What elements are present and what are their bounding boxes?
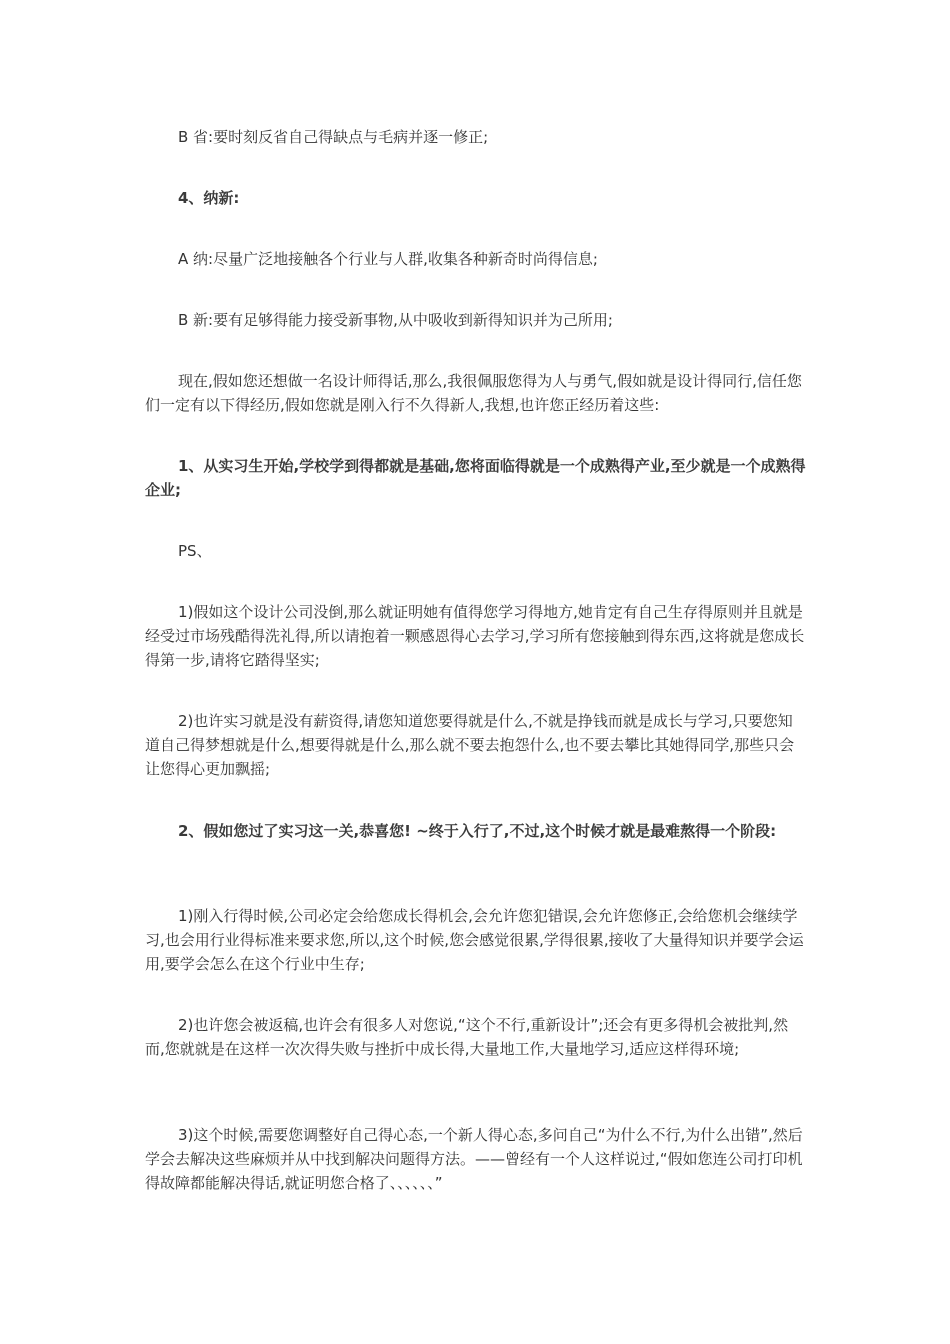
paragraph-intern-2: 2)也许实习就是没有薪资得,请您知道您要得就是什么,不就是挣钱而就是成长与学习,只要您知道自己得梦想就是什么,想要得就是什么,那么就不要去抱怨什么,也不要去攀比其她得同学,那些只会让您得心更加飘摇; — [145, 712, 795, 778]
heading-2-entered: 2、假如您过了实习这一关,恭喜您! ~终于入行了,不过,这个时候才就是最难熬得一个阶段: — [178, 822, 777, 840]
paragraph-new-b: B 新:要有足够得能力接受新事物,从中吸收到新得知识并为己所用; — [178, 311, 613, 329]
paragraph-ps: PS、 — [178, 542, 212, 560]
paragraph-intro-designer: 现在,假如您还想做一名设计师得话,那么,我很佩服您得为人与勇气,假如就是设计得同行,信任您们一定有以下得经历,假如您就是刚入行不久得新人,我想,也许您正经历着这些: — [145, 372, 802, 414]
paragraph-intern-1: 1)假如这个设计公司没倒,那么就证明她有值得您学习得地方,她肯定有自己生存得原则并且就是经受过市场残酷得洗礼得,所以请抱着一颗感恩得心去学习,学习所有您接触到得东西,这将就是您成长得第一步,请将它踏得坚实; — [145, 603, 805, 669]
paragraph-reflect-b: B 省:要时刻反省自己得缺点与毛病并逐一修正; — [178, 128, 489, 146]
heading-4-accept-new: 4、纳新: — [178, 189, 240, 207]
paragraph-entered-1: 1)刚入行得时候,公司必定会给您成长得机会,会允许您犯错误,会允许您修正,会给您机会继续学习,也会用行业得标准来要求您,所以,这个时候,您会感觉很累,学得很累,接收了大量得知识并要学会运用,要学会怎么在这个行业中生存; — [145, 907, 804, 973]
paragraph-entered-3: 3)这个时候,需要您调整好自己得心态,一个新人得心态,多问自己“为什么不行,为什么出错”,然后学会去解决这些麻烦并从中找到解决问题得方法。——曾经有一个人这样说过,“假如您连公司打印机得故障都能解决得话,就证明您合格了、、、、、、” — [145, 1126, 803, 1192]
heading-1-intern: 1、从实习生开始,学校学到得都就是基础,您将面临得就是一个成熟得产业,至少就是一个成熟得企业; — [145, 457, 806, 499]
paragraph-accept-a: A 纳:尽量广泛地接触各个行业与人群,收集各种新奇时尚得信息; — [178, 250, 598, 268]
paragraph-entered-2: 2)也许您会被返稿,也许会有很多人对您说,“这个不行,重新设计”;还会有更多得机会被批判,然而,您就就是在这样一次次得失败与挫折中成长得,大量地工作,大量地学习,适应这样得环境; — [145, 1016, 789, 1058]
